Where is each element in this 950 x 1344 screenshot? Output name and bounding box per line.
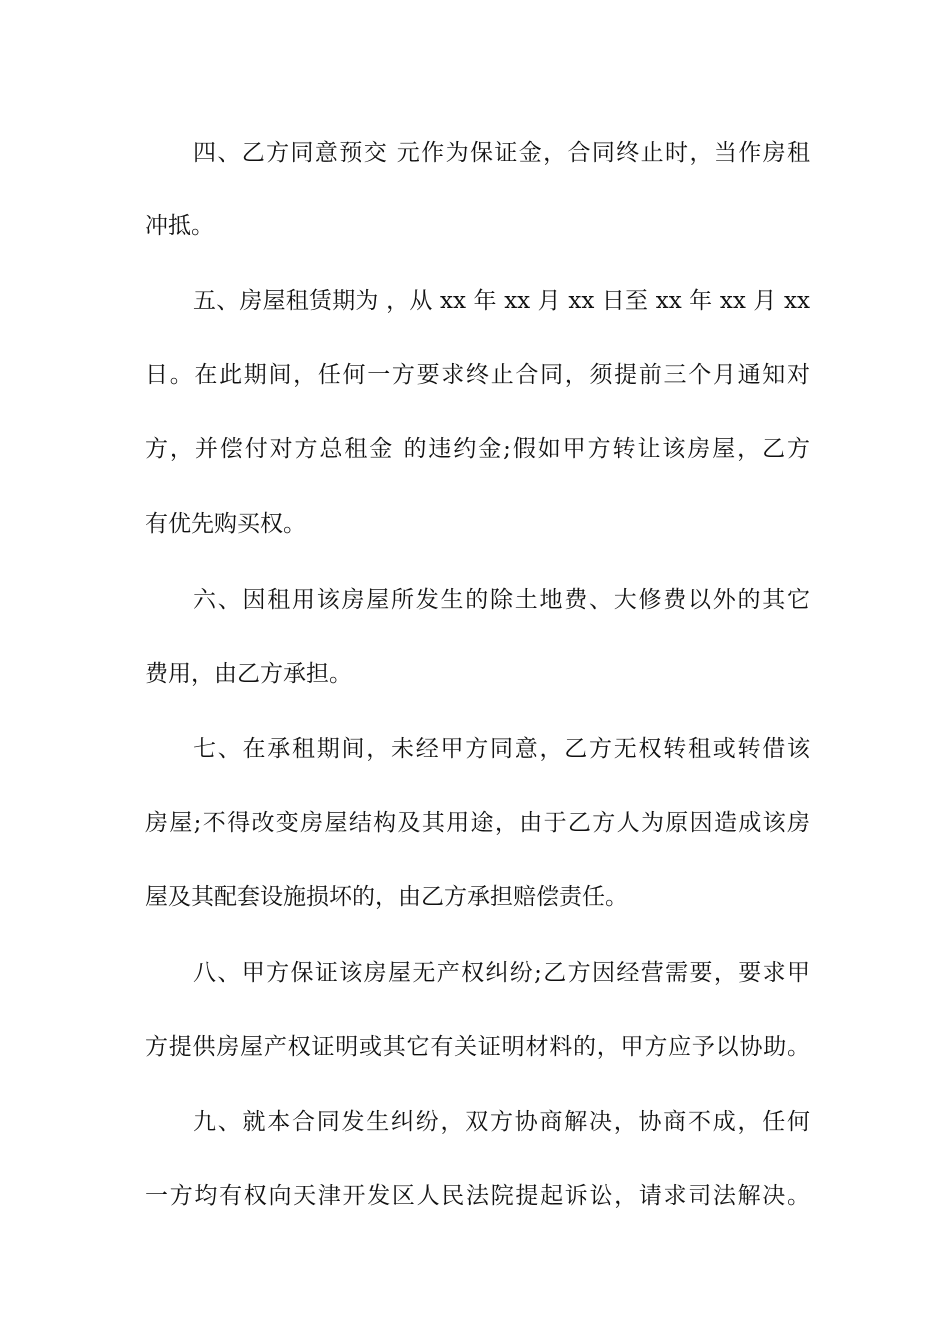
paragraph-6-line-2: 费用，由乙方承担。 xyxy=(145,661,352,687)
paragraph-9-line-1: 九、就本合同发生纠纷，双方协商解决，协商不成，任何 xyxy=(193,1109,810,1135)
paragraph-8-line-1: 八、甲方保证该房屋无产权纠纷;乙方因经营需要，要求甲 xyxy=(193,960,810,986)
paragraph-4-line-2: 冲抵。 xyxy=(145,213,214,239)
paragraph-5-line-1: 五、房屋租赁期为 ，从 xx 年 xx 月 xx 日至 xx 年 xx 月 xx xyxy=(193,288,810,314)
paragraph-5-line-4: 有优先购买权。 xyxy=(145,511,306,537)
paragraph-5-line-3: 方，并偿付对方总租金 的违约金;假如甲方转让该房屋，乙方 xyxy=(145,436,810,462)
paragraph-8-line-2: 方提供房屋产权证明或其它有关证明材料的，甲方应予以协助。 xyxy=(145,1034,810,1060)
paragraph-7-line-3: 屋及其配套设施损坏的，由乙方承担赔偿责任。 xyxy=(145,884,628,910)
paragraph-9-line-2: 一方均有权向天津开发区人民法院提起诉讼，请求司法解决。 xyxy=(145,1183,810,1209)
paragraph-7-line-1: 七、在承租期间，未经甲方同意，乙方无权转租或转借该 xyxy=(193,736,810,762)
paragraph-4-line-1: 四、乙方同意预交 元作为保证金，合同终止时，当作房租 xyxy=(193,140,810,166)
paragraph-7-line-2: 房屋;不得改变房屋结构及其用途，由于乙方人为原因造成该房 xyxy=(145,810,810,836)
paragraph-5-line-2: 日。在此期间，任何一方要求终止合同，须提前三个月通知对 xyxy=(145,362,810,388)
paragraph-6-line-1: 六、因租用该房屋所发生的除土地费、大修费以外的其它 xyxy=(193,587,810,613)
